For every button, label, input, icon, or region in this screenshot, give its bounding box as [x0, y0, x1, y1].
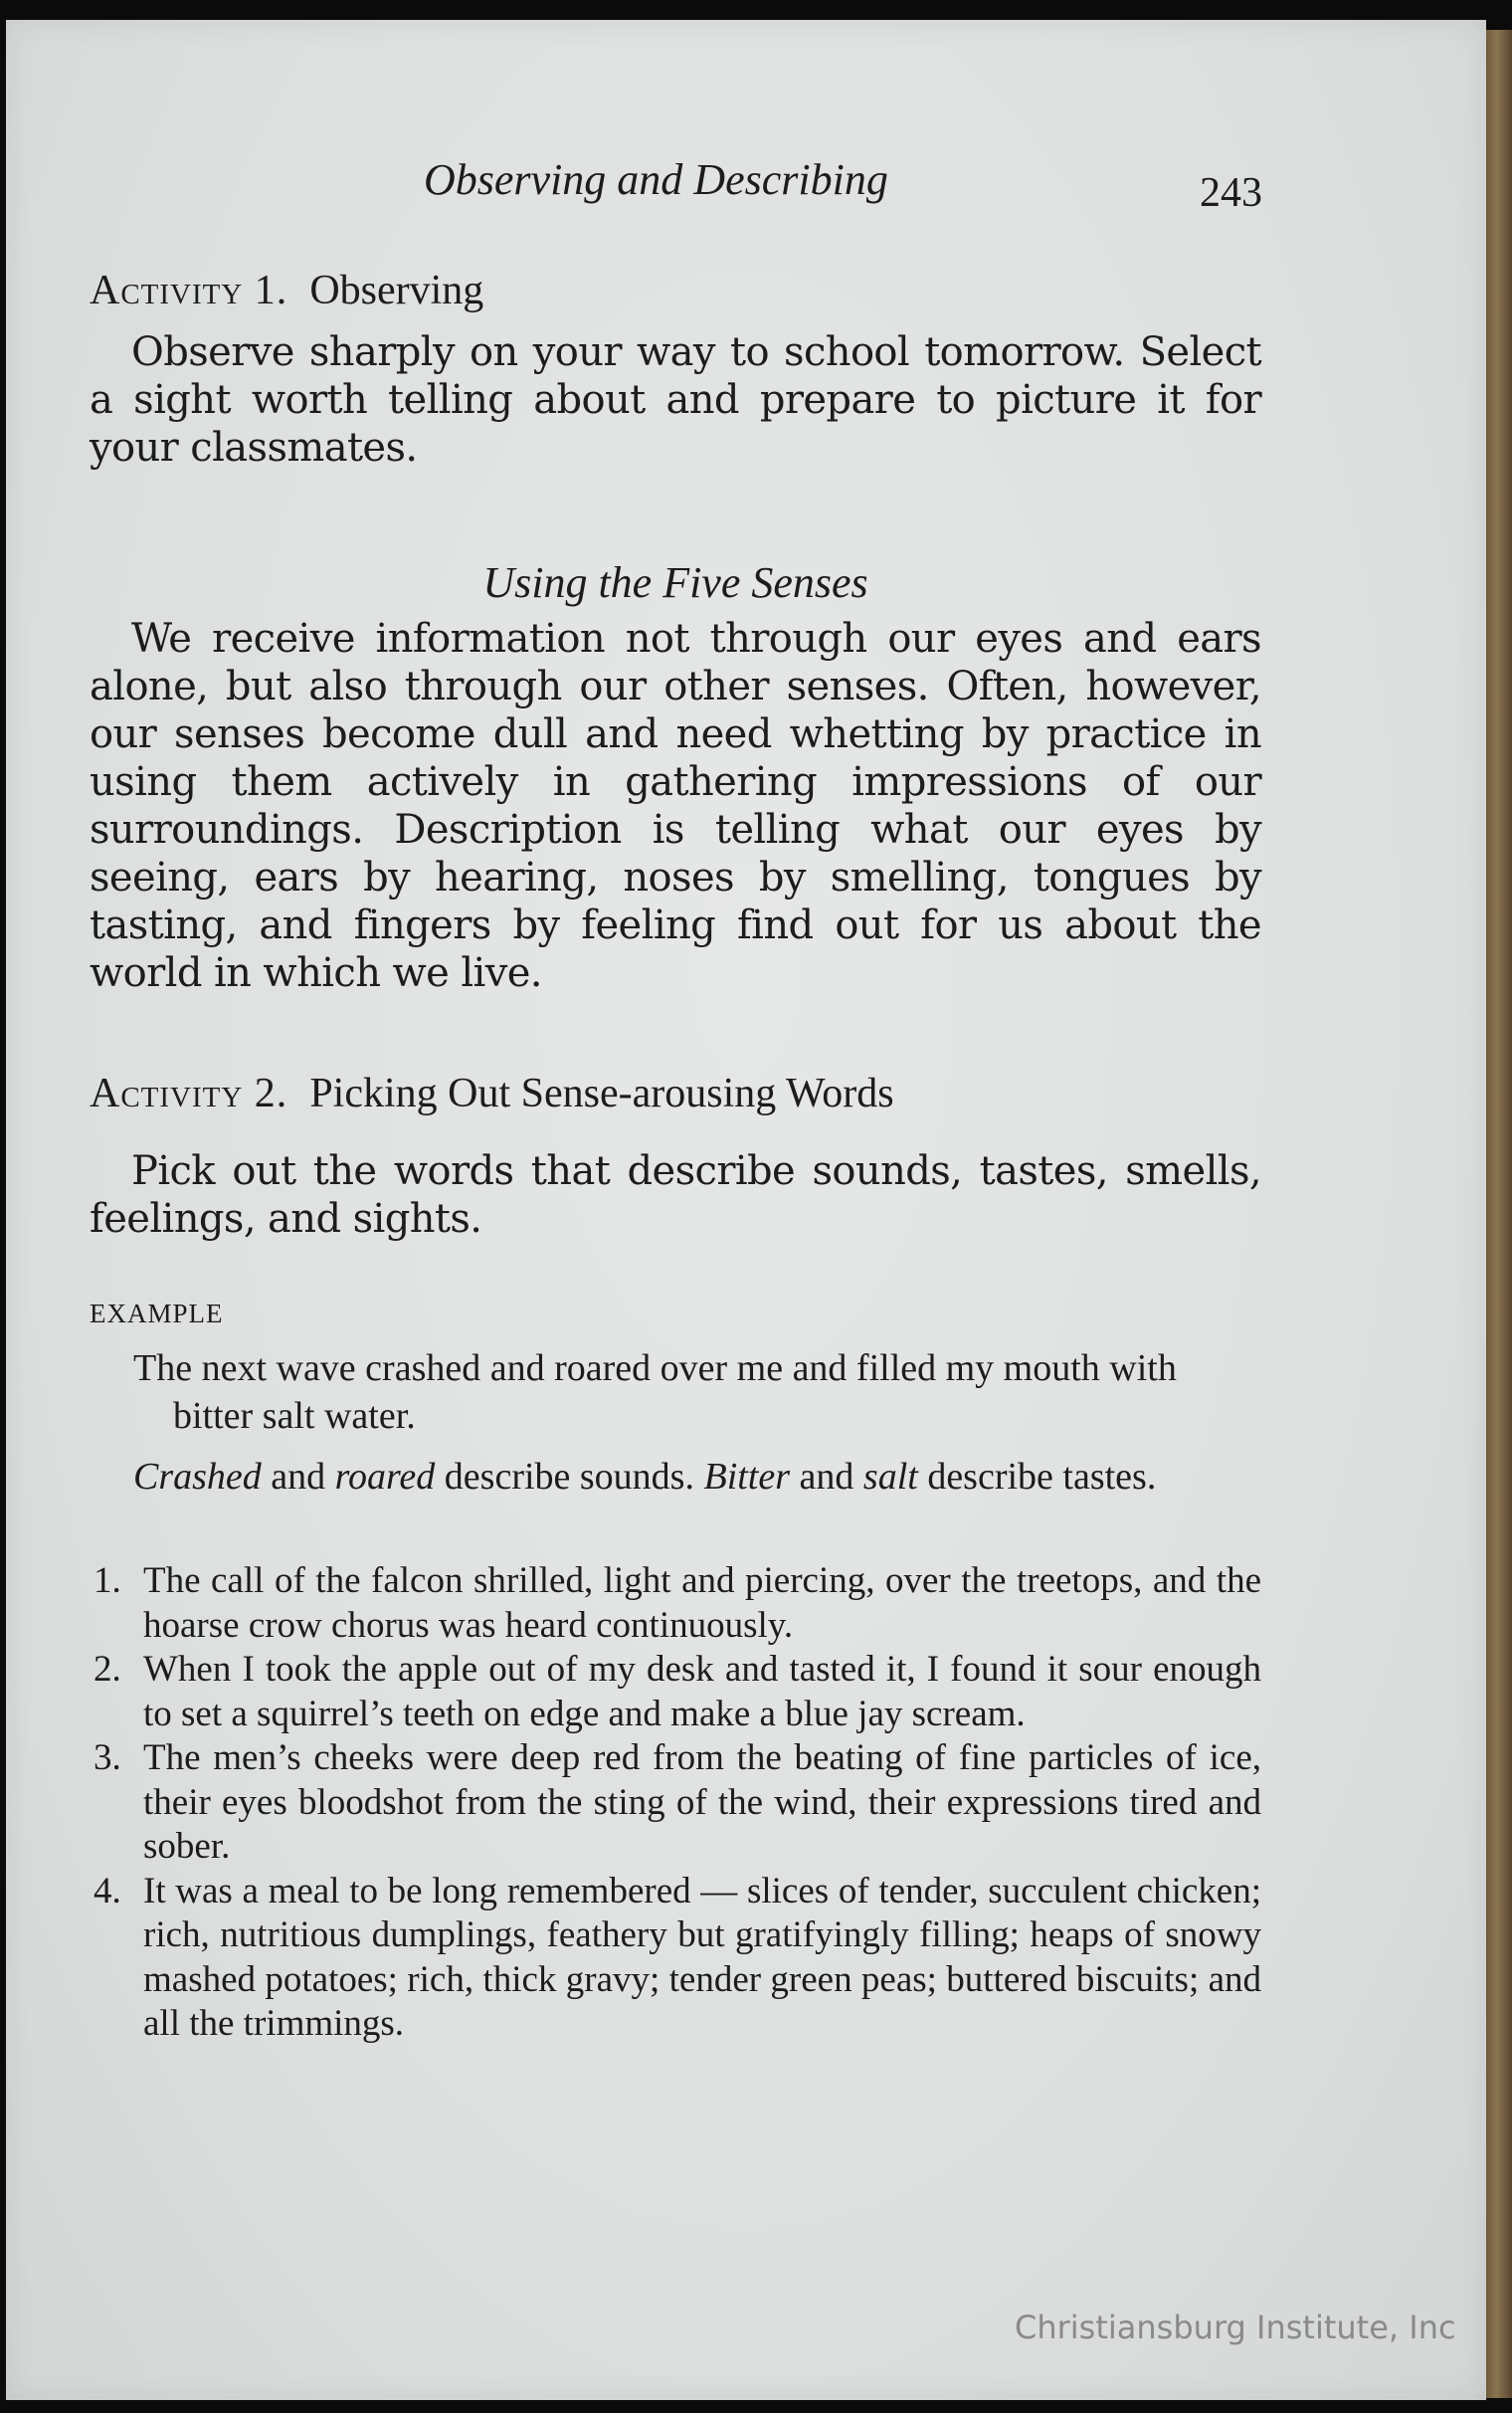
- watermark: Christiansburg Institute, Inc: [1015, 2309, 1456, 2346]
- word-crashed: Crashed: [133, 1456, 262, 1498]
- activity-2-heading: [90, 1070, 894, 1117]
- item-number: 3.: [94, 1737, 121, 1778]
- activity-1-title: Observing: [309, 268, 484, 313]
- activity-1-label: Activity 1.: [90, 268, 288, 313]
- word-salt: salt: [862, 1456, 918, 1498]
- activity-1-body: Observe sharply on your way to school tomorrow. Select a sight worth telling about and prepare to picture it for your classmates.: [90, 329, 1261, 471]
- item-text: The call of the falcon shrilled, light and piercing, over the treetops, and the hoarse crow chorus was heard continuously.: [143, 1560, 1261, 1646]
- activity-1-heading: [90, 267, 483, 314]
- list-item: [90, 1559, 1261, 1648]
- exercise-list: [90, 1559, 1261, 2047]
- item-text: When I took the apple out of my desk and tasted it, I found it sour enough to set a squirrel’s teeth on edge and make a blue jay scream.: [143, 1649, 1261, 1734]
- section-title: Using the Five Senses: [482, 558, 868, 607]
- page-edge: [1486, 30, 1512, 2398]
- explanation-text-3: and: [790, 1456, 863, 1498]
- explanation-text-2: describe sounds.: [435, 1456, 704, 1498]
- page-number: 243: [1200, 170, 1262, 216]
- item-number: 4.: [94, 1870, 121, 1911]
- list-item: [90, 1648, 1261, 1736]
- item-text: It was a meal to be long remembered — slices of tender, succulent chicken; rich, nutritious dumplings, feathery but gratifyingly filling; heaps of snowy mashed potatoes; rich, thick gravy; tender green peas; buttered biscuits; and all the trimmings.: [143, 1870, 1261, 2044]
- item-number: 2.: [94, 1649, 121, 1690]
- list-item: [90, 1736, 1261, 1870]
- example-label: EXAMPLE: [90, 1299, 224, 1328]
- example-text: The next wave crashed and roared over me and filled my mouth with bitter salt water.: [133, 1347, 1177, 1437]
- section-body: We receive information not through our eyes and ears alone, but also through our other senses. Often, however, our senses become dull and need whetting by practice in using them actively in gathering impressions of our surroundings. Description is telling what our eyes by seeing, ears by hearing, noses by smelling, tongues by tasting, and fingers by feeling find out for us about the world in which we live.: [90, 616, 1261, 996]
- running-title: Observing and Describing: [424, 155, 888, 204]
- item-number: 1.: [94, 1560, 121, 1601]
- list-item: [90, 1870, 1261, 2047]
- activity-2-body: Pick out the words that describe sounds, tastes, smells, feelings, and sights.: [90, 1148, 1261, 1242]
- explanation-text-1: and: [261, 1456, 335, 1498]
- example-explanation: [90, 1455, 1261, 1500]
- activity-2-title: Picking Out Sense-arousing Words: [309, 1071, 894, 1116]
- explanation-text-4: describe tastes.: [917, 1456, 1157, 1498]
- activity-2-label: Activity 2.: [90, 1071, 288, 1116]
- book-page: [6, 20, 1486, 2400]
- word-roared: roared: [334, 1456, 436, 1498]
- word-bitter: Bitter: [703, 1456, 791, 1498]
- item-text: The men’s cheeks were deep red from the beating of fine particles of ice, their eyes bloodshot from the sting of the wind, their expressions tired and sober.: [143, 1737, 1261, 1867]
